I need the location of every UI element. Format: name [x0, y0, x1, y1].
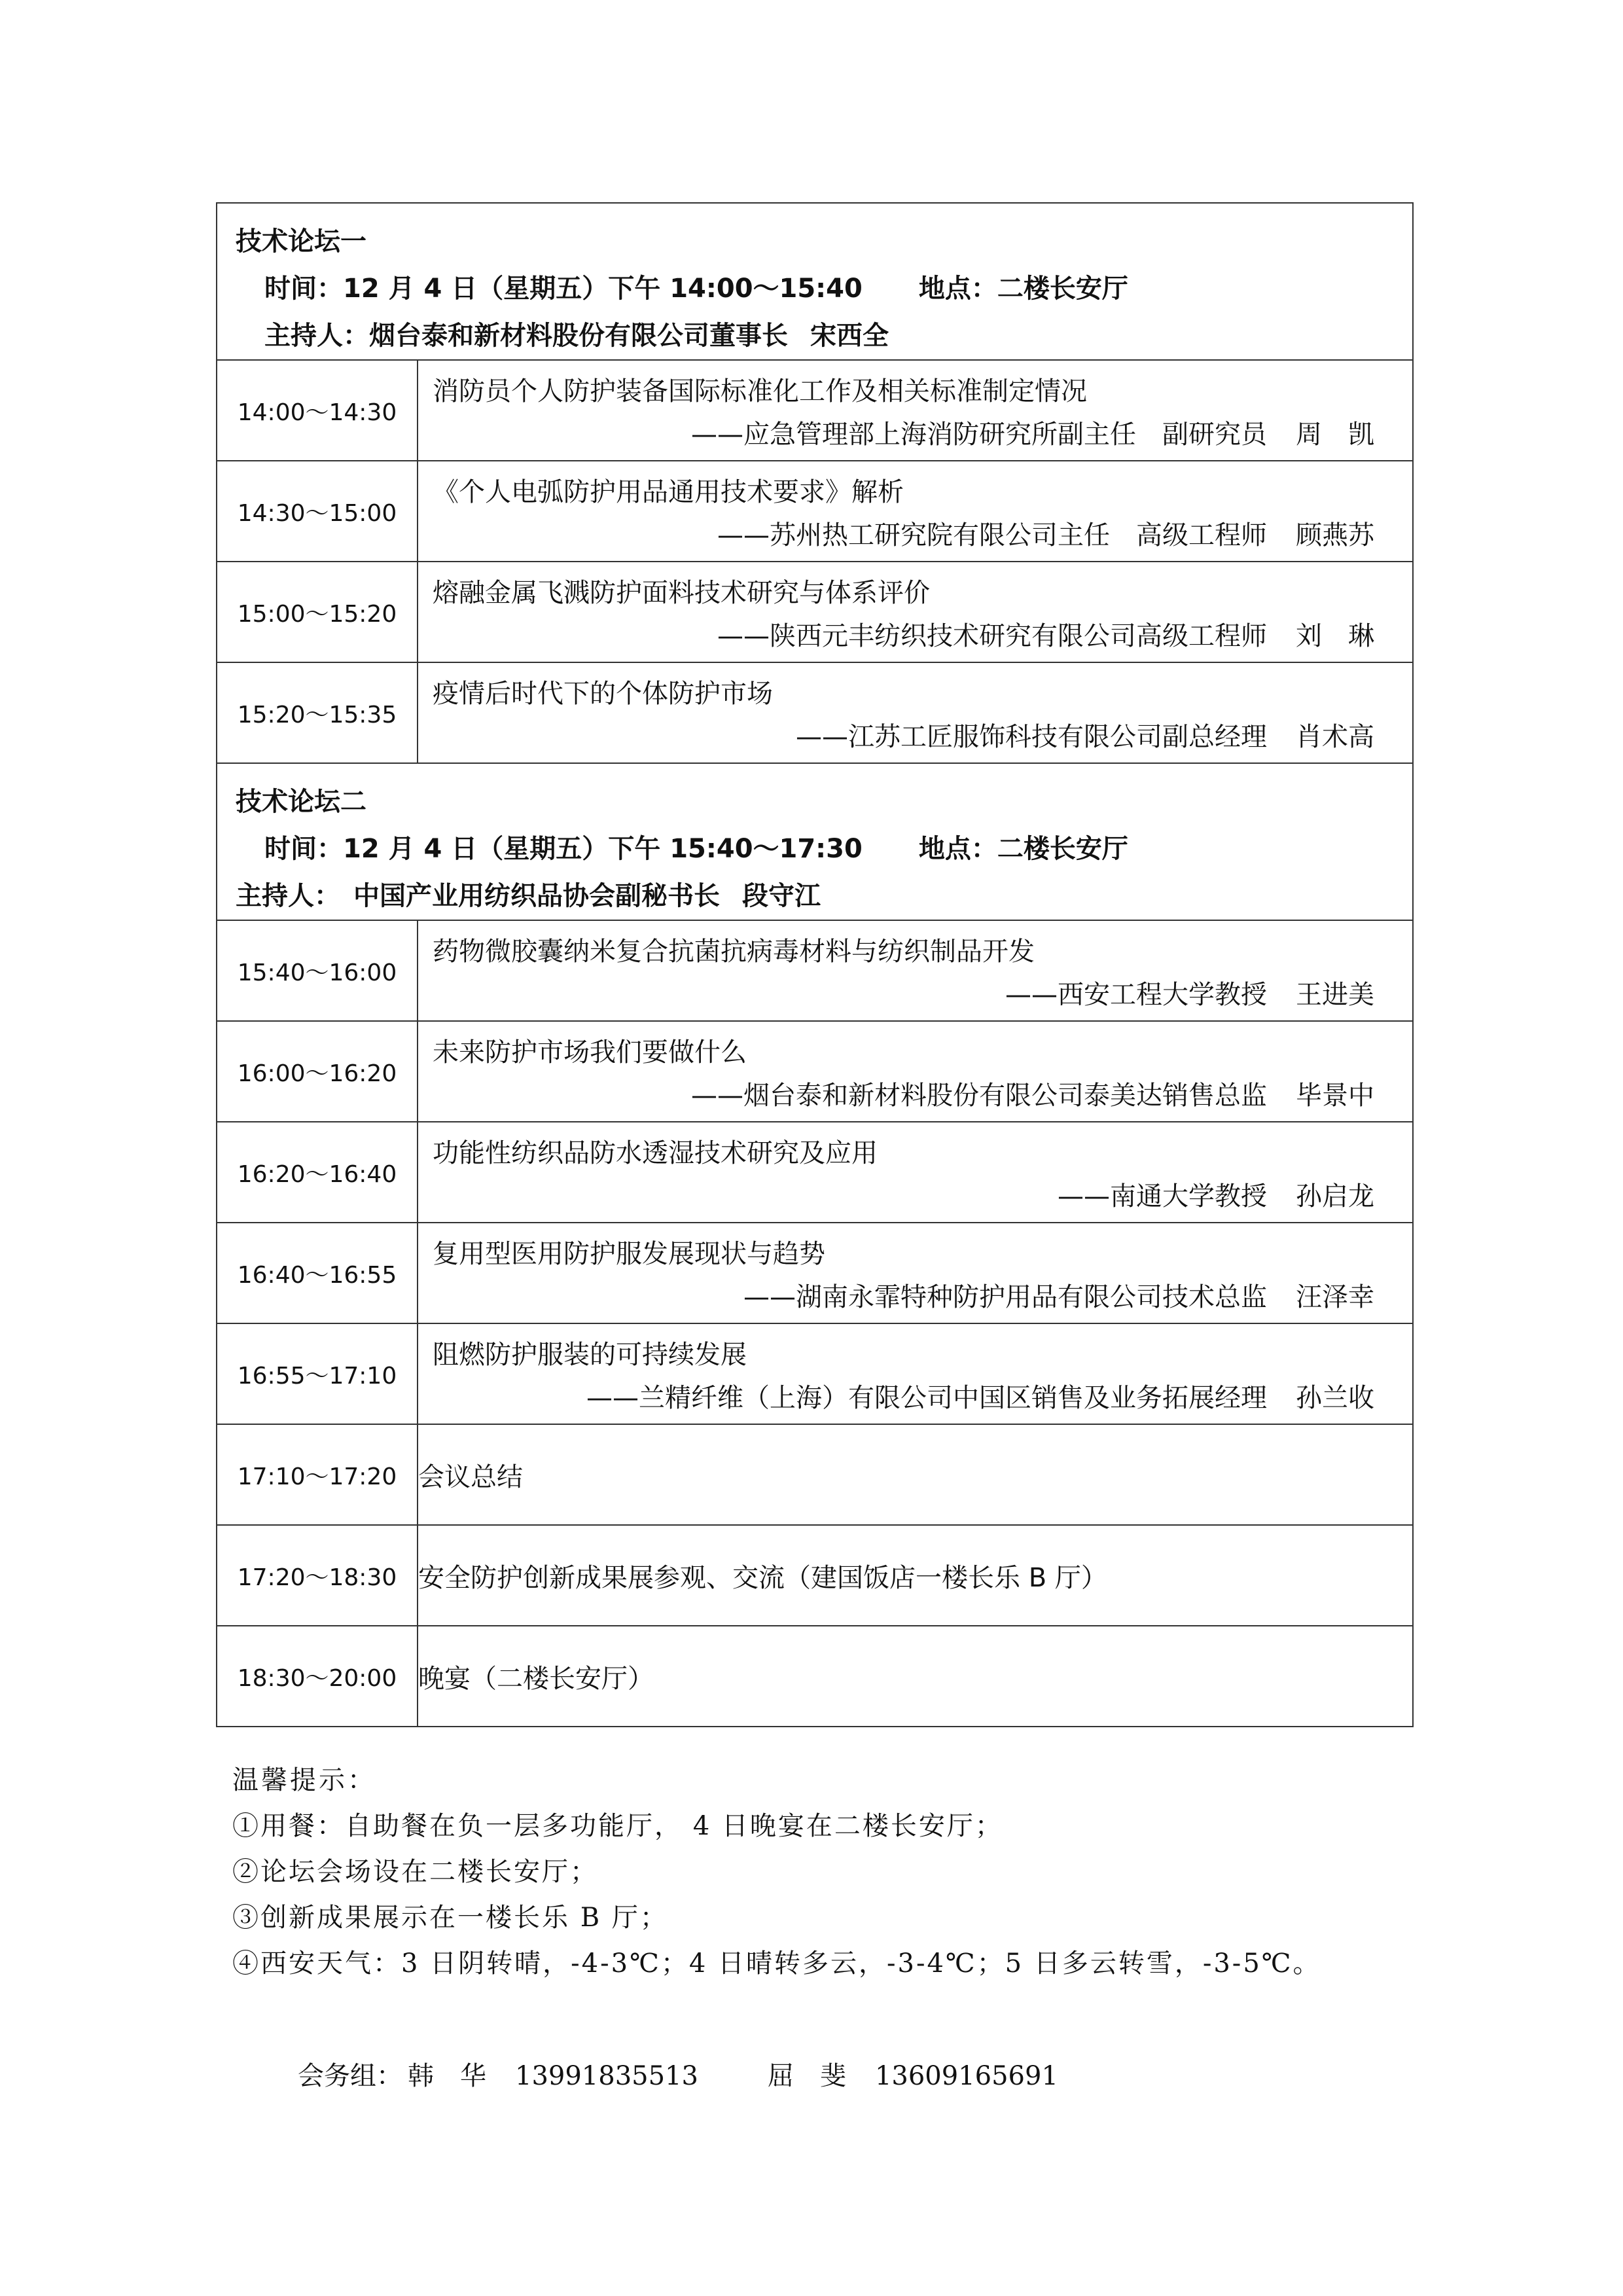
table-row — [217, 562, 1413, 662]
item-text: 安全防护创新成果展参观、交流（建国饭店一楼长乐 B 厅） — [418, 1525, 1413, 1626]
talk-affiliation: ——兰精纤维（上海）有限公司中国区销售及业务拓展经理 — [586, 1383, 1267, 1413]
forum1-title: 技术论坛一 — [236, 226, 366, 257]
talk-affiliation: ——陕西元丰纺织技术研究有限公司高级工程师 — [717, 621, 1267, 651]
talk-title: 功能性纺织品防水透湿技术研究及应用 — [433, 1138, 878, 1168]
forum2-place: 地点：二楼长安厅 — [918, 834, 1128, 864]
talk-affiliation: ——应急管理部上海消防研究所副主任 副研究员 — [691, 420, 1267, 450]
forum1-place: 地点：二楼长安厅 — [918, 274, 1128, 304]
talk-speaker-line — [433, 1276, 1374, 1319]
talk-affiliation: ——湖南永霏特种防护用品有限公司技术总监 — [743, 1282, 1267, 1312]
forum1-time-place — [236, 265, 1412, 312]
table-row — [217, 1626, 1413, 1727]
forum1-header — [217, 204, 1412, 359]
forum1-host-line — [236, 312, 1412, 359]
forum1-time: 时间：12 月 4 日（星期五）下午 14:00～15:40 — [264, 274, 863, 304]
talk-speaker-line — [433, 1074, 1374, 1117]
forum1-header-row — [217, 203, 1413, 360]
talk-affiliation: ——江苏工匠服饰科技有限公司副总经理 — [796, 722, 1267, 752]
talk-time: 16:40～16:55 — [217, 1223, 418, 1323]
talk-title: 阻燃防护服装的可持续发展 — [433, 1340, 747, 1370]
table-row — [217, 1424, 1413, 1525]
talk-title: 消防员个人防护装备国际标准化工作及相关标准制定情况 — [433, 376, 1087, 406]
talk-affiliation: ——南通大学教授 — [1058, 1181, 1267, 1211]
table-row — [217, 461, 1413, 562]
table-row — [217, 360, 1413, 461]
talk-speaker-line — [433, 1175, 1374, 1218]
talk-title: 药物微胶囊纳米复合抗菌抗病毒材料与纺织制品开发 — [433, 937, 1035, 967]
table-row — [217, 1525, 1413, 1626]
talk-speaker: 毕景中 — [1296, 1081, 1374, 1111]
talk-speaker-line — [433, 514, 1374, 557]
schedule-table — [216, 202, 1414, 1727]
forum2-header-row — [217, 763, 1413, 920]
talk-time: 15:40～16:00 — [217, 920, 418, 1021]
forum2-host-name: 段守江 — [742, 881, 821, 911]
contact-phone-2: 13609165691 — [874, 2061, 1058, 2091]
talk-speaker-line — [433, 715, 1374, 759]
forum2-host: 主持人： 中国产业用纺织品协会副秘书长 — [236, 881, 720, 911]
talk-affiliation: ——苏州热工研究院有限公司主任 高级工程师 — [717, 520, 1267, 550]
contacts-label: 会务组： — [298, 2061, 402, 2091]
contacts-line — [298, 2055, 1058, 2092]
talk-speaker-line — [433, 1376, 1374, 1420]
forum2-time-place — [236, 825, 1412, 872]
talk-title: 疫情后时代下的个体防护市场 — [433, 679, 773, 709]
talk-speaker: 孙启龙 — [1296, 1181, 1374, 1211]
forum2-time: 时间：12 月 4 日（星期五）下午 15:40～17:30 — [264, 834, 863, 864]
talk-time: 15:00～15:20 — [217, 562, 418, 662]
tip-item: ③创新成果展示在一楼长乐 B 厅； — [232, 1903, 668, 1933]
contact-person-2: 屈 斐 — [767, 2061, 846, 2091]
contact-phone-1: 13991835513 — [515, 2061, 698, 2091]
forum2-header — [217, 764, 1412, 920]
forum1-host: 主持人：烟台泰和新材料股份有限公司董事长 — [264, 321, 788, 351]
talk-time: 15:20～15:35 — [217, 662, 418, 763]
tip-item: ②论坛会场设在二楼长安厅； — [232, 1857, 598, 1887]
tip-item: ①用餐：自助餐在负一层多功能厅， 4 日晚宴在二楼长安厅； — [232, 1811, 1003, 1841]
talk-speaker: 肖术高 — [1296, 722, 1374, 752]
talk-title: 熔融金属飞溅防护面料技术研究与体系评价 — [433, 578, 930, 608]
table-row — [217, 662, 1413, 763]
forum2-host-line — [236, 872, 1412, 920]
talk-title: 未来防护市场我们要做什么 — [433, 1037, 747, 1067]
tips-section — [232, 1757, 1443, 1986]
forum2-title: 技术论坛二 — [236, 787, 366, 817]
talk-speaker: 刘 琳 — [1296, 621, 1374, 651]
talk-time: 14:30～15:00 — [217, 461, 418, 562]
talk-speaker: 周 凯 — [1296, 420, 1374, 450]
talk-speaker: 王进美 — [1296, 980, 1374, 1010]
talk-affiliation: ——西安工程大学教授 — [1005, 980, 1267, 1010]
tips-title: 温馨提示： — [232, 1765, 376, 1795]
table-row — [217, 1223, 1413, 1323]
item-text: 晚宴（二楼长安厅） — [418, 1626, 1413, 1727]
talk-speaker-line — [433, 413, 1374, 456]
table-row — [217, 1122, 1413, 1223]
forum1-host-name: 宋西全 — [810, 321, 889, 351]
item-text: 会议总结 — [418, 1424, 1413, 1525]
talk-affiliation: ——烟台泰和新材料股份有限公司泰美达销售总监 — [691, 1081, 1267, 1111]
talk-speaker: 孙兰收 — [1296, 1383, 1374, 1413]
table-row — [217, 1323, 1413, 1424]
table-row — [217, 1021, 1413, 1122]
contact-person-1: 韩 华 — [408, 2061, 486, 2091]
talk-time: 16:00～16:20 — [217, 1021, 418, 1122]
talk-time: 16:55～17:10 — [217, 1323, 418, 1424]
table-row — [217, 920, 1413, 1021]
item-time: 17:20～18:30 — [217, 1525, 418, 1626]
talk-title: 复用型医用防护服发展现状与趋势 — [433, 1239, 825, 1269]
talk-time: 14:00～14:30 — [217, 360, 418, 461]
talk-speaker-line — [433, 973, 1374, 1016]
talk-speaker-line — [433, 615, 1374, 658]
talk-time: 16:20～16:40 — [217, 1122, 418, 1223]
talk-title: 《个人电弧防护用品通用技术要求》解析 — [433, 477, 904, 507]
talk-speaker: 汪泽幸 — [1296, 1282, 1374, 1312]
tip-item: ④西安天气：3 日阴转晴，-4-3℃；4 日晴转多云，-3-4℃；5 日多云转雪，-3-5℃。 — [232, 1948, 1321, 1979]
item-time: 17:10～17:20 — [217, 1424, 418, 1525]
item-time: 18:30～20:00 — [217, 1626, 418, 1727]
talk-speaker: 顾燕苏 — [1296, 520, 1374, 550]
